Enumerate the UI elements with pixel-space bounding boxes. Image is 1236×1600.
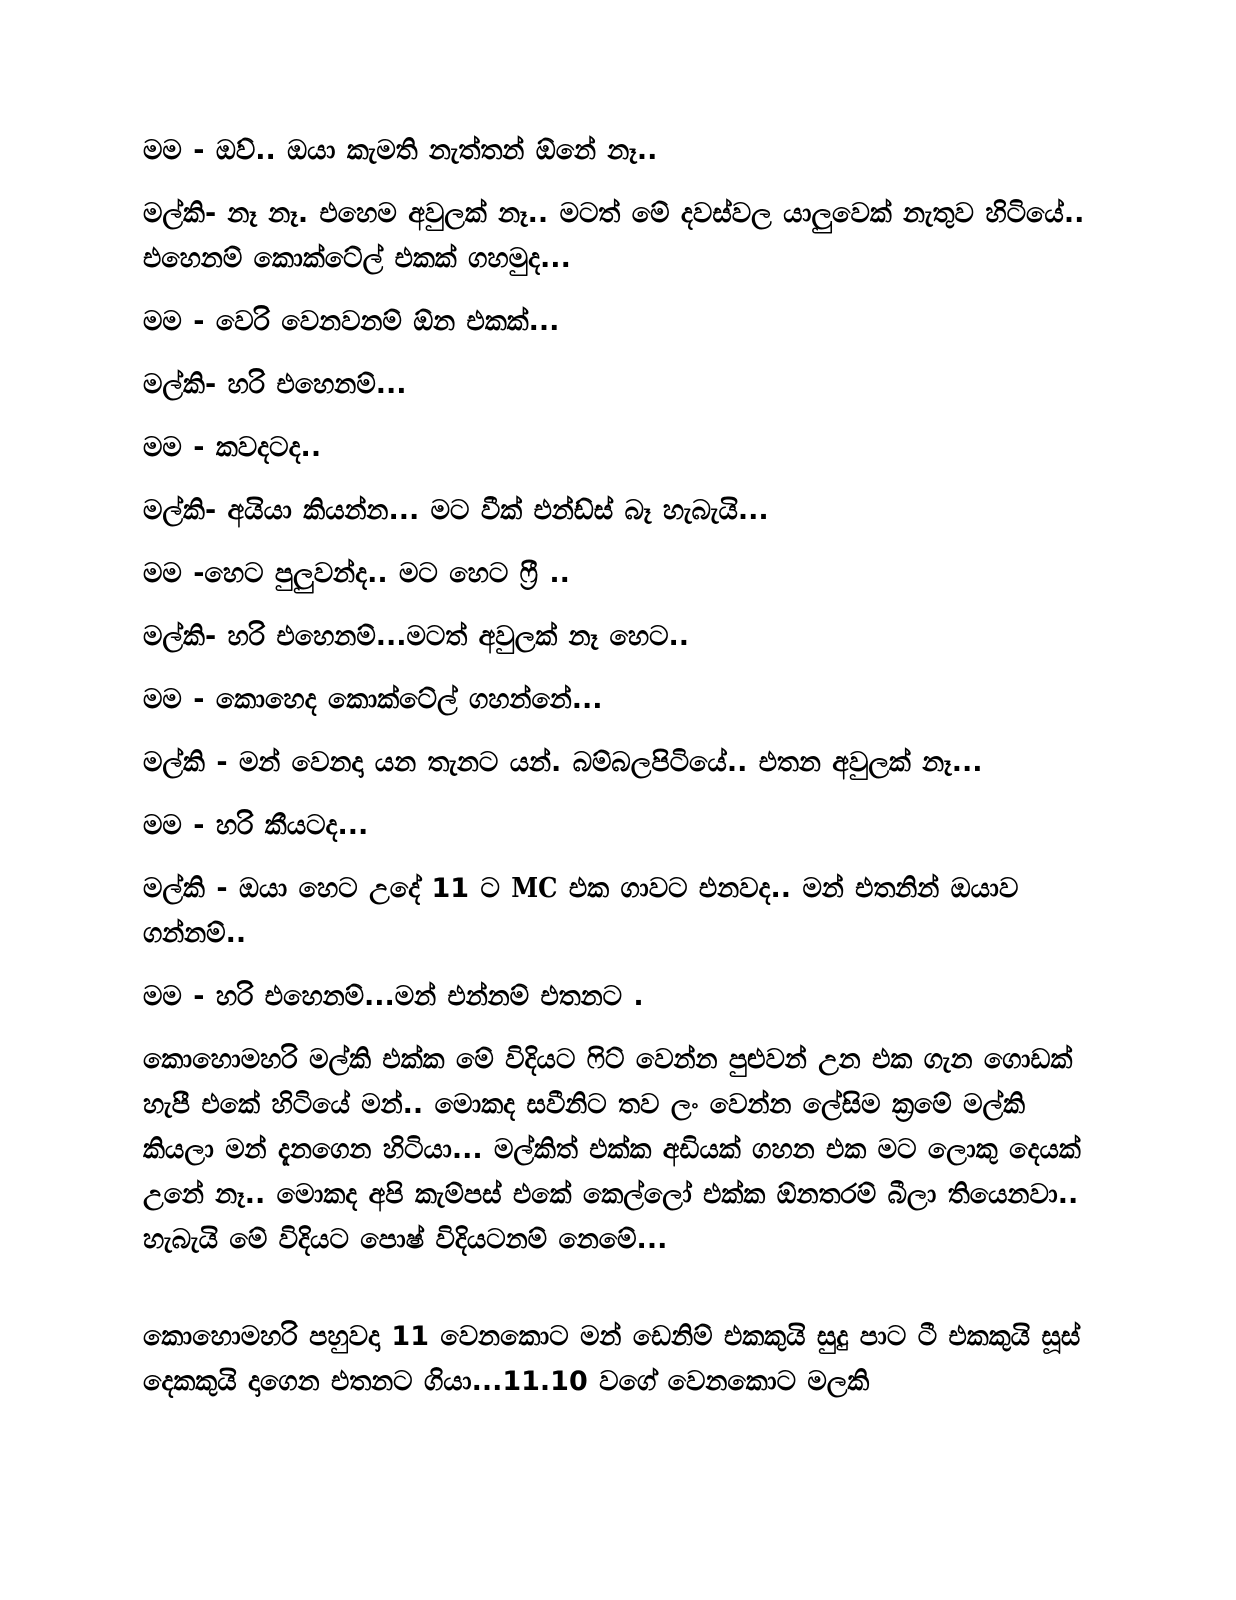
narration-paragraph-2: කොහොමහරි පහුවදා 11 වෙනකොට මන් ඩෙනිම් එකකුයි සුදු පාට ටී එකකුයි සූස් දෙකකුයි දාගෙන එතනට ගියා...11.10 වගේ වෙනකොට මලකි xyxy=(143,1321,1081,1397)
narration-paragraph-1: කොහොමහරි මල්කි එක්ක මේ විදියට ෆිට් වෙන්න පුළුවන් උන එක ගැන ගොඩක් හැපී එකේ හිටියේ මන්.. මොකද සවීනිට තව ලං වෙන්න ලේසිම ක්‍රමේ මල්කි කියලා මන් දැනගෙන හිටියා... මල්කිත් එක්ක අඩියක් ගහන එක මට ලොකු දෙයක් උනේ නෑ.. මොකද අපි කැම්පස් එකේ කෙල්ලෝ එක්ක ඕනතරම් බීලා තියෙනවා.. හැබැයි මේ විදියට පොෂ් විදියටනම් නෙමේ... xyxy=(143,1044,1081,1255)
dialogue-text-before-mc: මල්කි - ඔයා හෙට උදේ 11 ට xyxy=(143,873,512,904)
story-text-block xyxy=(143,128,1096,1404)
dialogue-line-malki-2: මල්කි- හරි එහෙනම්... xyxy=(143,369,407,400)
dialogue-text-after-mc: එක ගාවට එනවද.. මන් එතනින් ඔයාව ගන්නම්.. xyxy=(143,873,1019,949)
dialogue-line-me-4: මම -හෙට පුලුවන්ද.. මට හෙට ෆ්‍රී .. xyxy=(143,558,570,589)
dialogue-line-me-1: මම - ඔව්.. ඔයා කැමති නැත්තන් ඕනේ නෑ.. xyxy=(143,135,658,166)
dialogue-line-malki-4: මල්කි- හරි එහෙනම්...මටත් අවුලක් නෑ හෙට.. xyxy=(143,621,690,652)
dialogue-line-malki-1: මල්කි- නෑ නෑ. එහෙම අවුලක් නෑ.. මටත් මේ දවස්වල යාලුවෙක් නැතුව හිටියේ.. එහෙනම් කොක්ටේල් එකක් ගහමුද... xyxy=(143,198,1085,274)
mc-label: MC xyxy=(511,873,558,904)
dialogue-line-me-6: මම - හරි කීයටද... xyxy=(143,810,369,841)
dialogue-line-me-2: මම - වෙරි වෙනවනම් ඕන එකක්... xyxy=(143,306,560,337)
dialogue-line-me-3: මම - කවදටද.. xyxy=(143,432,322,463)
dialogue-line-malki-6 xyxy=(143,866,1096,956)
dialogue-line-me-5: මම - කොහෙද කොක්ටේල් ගහන්නේ... xyxy=(143,684,603,715)
dialogue-line-malki-5: මල්කි - මන් වෙනදා යන තැනට යන්. බම්බලපිටියේ.. එතන අවුලක් නෑ... xyxy=(143,747,983,778)
dialogue-line-malki-3: මල්කි- අයියා කියන්න... මට වීක් එන්ඩ්ස් බෑ හැබැයි... xyxy=(143,495,769,526)
dialogue-line-me-7: මම - හරි එහෙනම්...මන් එන්නම් එතනට . xyxy=(143,981,644,1012)
